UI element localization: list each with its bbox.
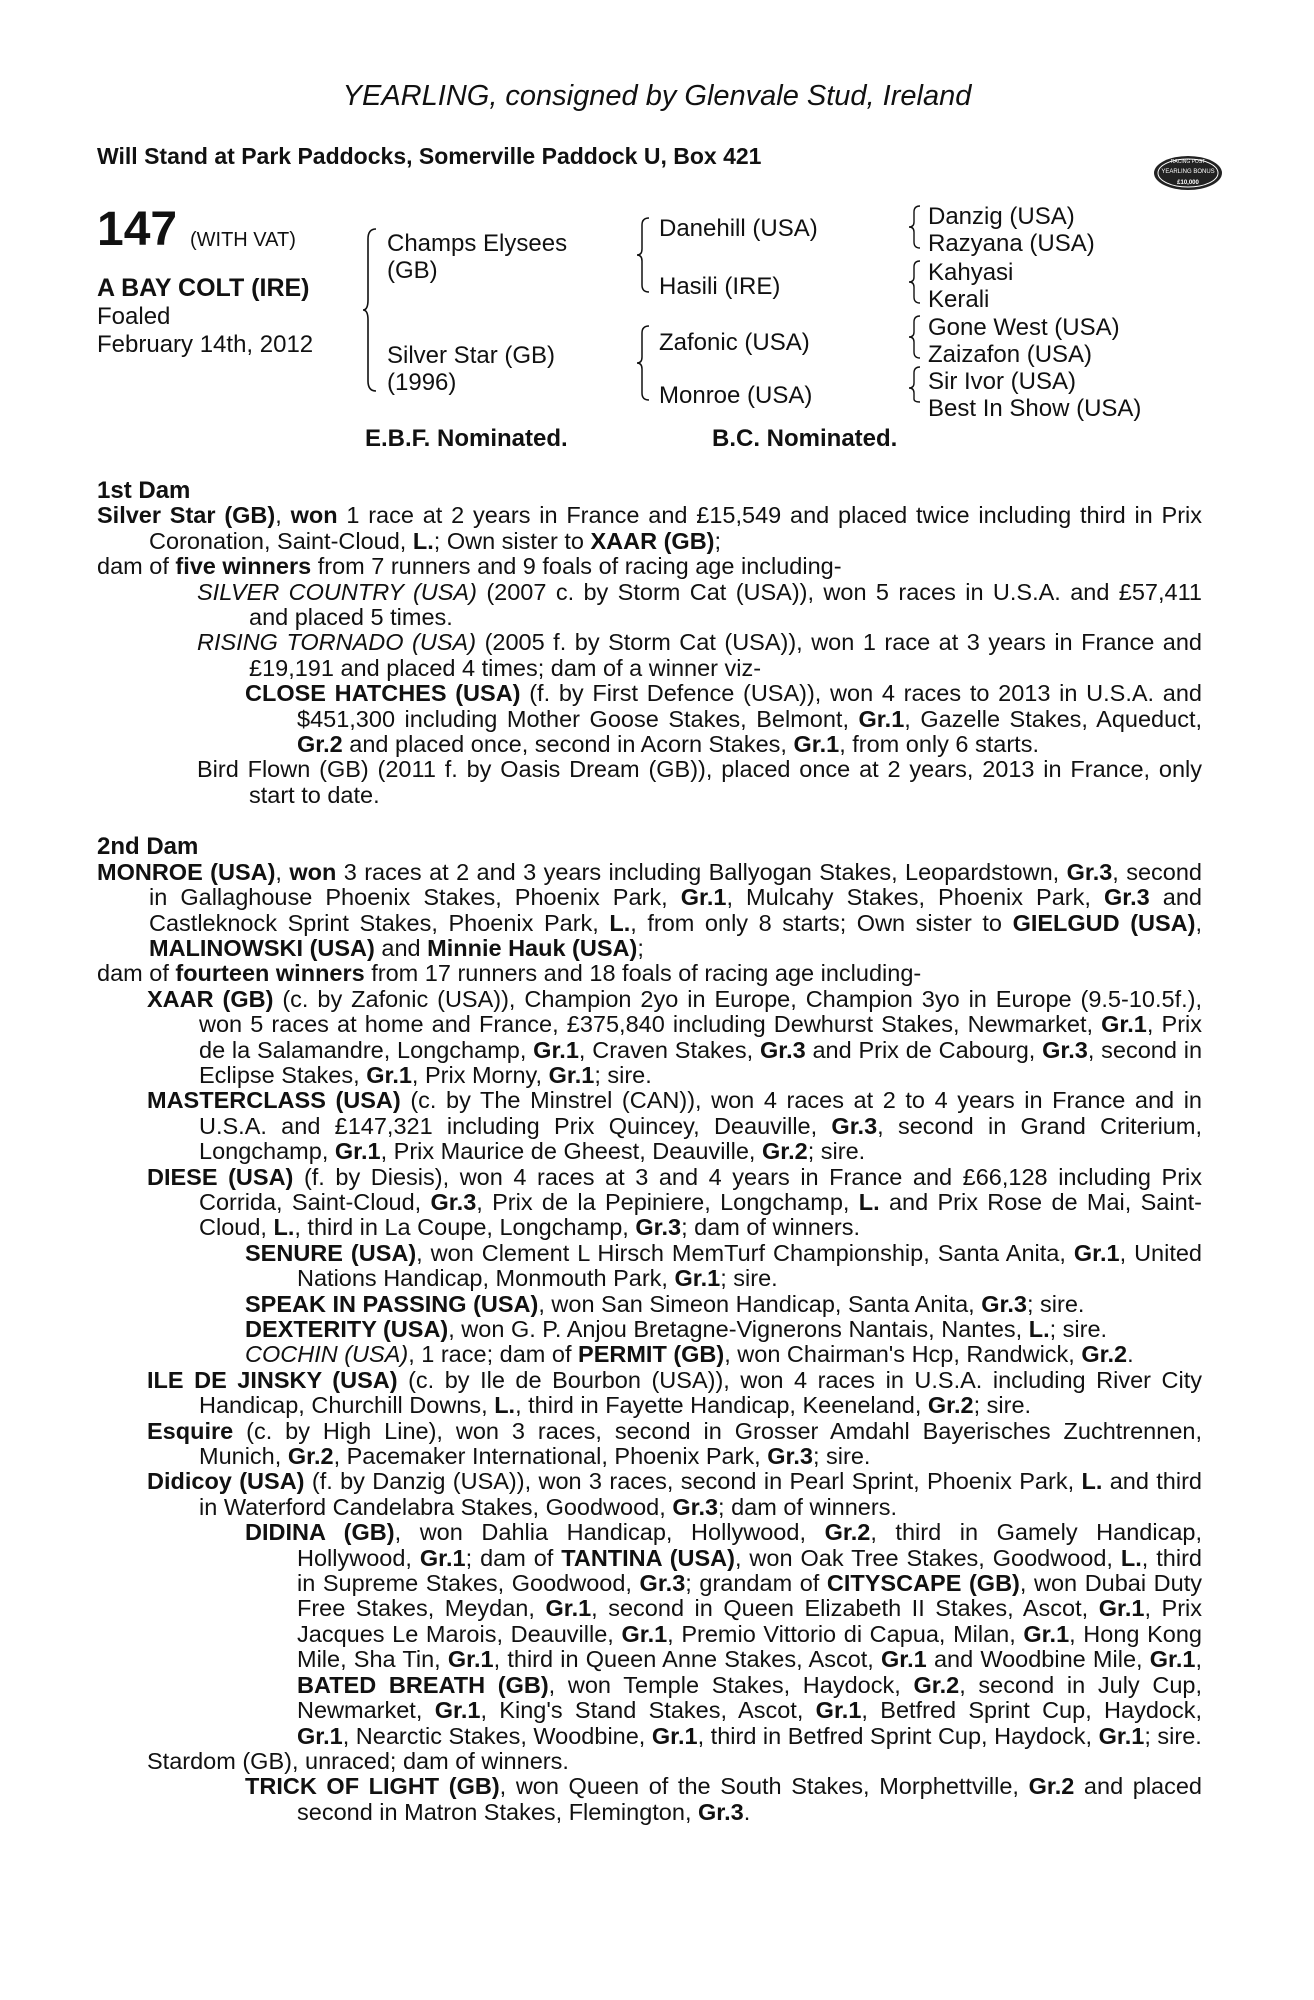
first-dam-section bbox=[97, 503, 1202, 808]
second-dam-section bbox=[97, 860, 1202, 1825]
second-dam-paragraph: DIDINA (GB), won Dahlia Handicap, Hollywood, Gr.2, third in Gamely Handicap, Hollywood, Gr.1; dam of TANTINA (USA), won Oak Tree Stakes, Goodwood, L., third in Supreme Stakes, Goodwood, Gr.3; grandam of CITYSCAPE (GB), won Dubai Duty Free Stakes, Meydan, Gr.1, second in Queen Elizabeth II Stakes, Ascot, Gr.1, Prix Jacques Le Marois, Deauville, Gr.1, Premio Vittorio di Capua, Milan, Gr.1, Hong Kong Mile, Sha Tin, Gr.1, third in Queen Anne Stakes, Ascot, Gr.1 and Woodbine Mile, Gr.1, BATED BREATH (GB), won Temple Stakes, Haydock, Gr.2, second in July Cup, Newmarket, Gr.1, King's Stand Stakes, Ascot, Gr.1, Betfred Sprint Cup, Haydock, Gr.1, Nearctic Stakes, Woodbine, Gr.1, third in Betfred Sprint Cup, Haydock, Gr.1; sire. bbox=[245, 1519, 1203, 1749]
second-dam-paragraph: TRICK OF LIGHT (GB), won Queen of the South Stakes, Morphettville, Gr.2 and placed second in Matron Stakes, Flemington, Gr.3. bbox=[245, 1773, 1202, 1825]
third-gen-braces bbox=[906, 203, 926, 403]
gg-ddd: Best In Show (USA) bbox=[928, 395, 1142, 422]
badge-amount: £10,000 bbox=[1177, 180, 1199, 186]
foaled-info bbox=[97, 303, 313, 359]
sire-parents-brace bbox=[636, 215, 652, 295]
gg-dsd: Zaizafon (USA) bbox=[928, 341, 1093, 368]
dam-name bbox=[387, 342, 555, 396]
sire-name bbox=[387, 230, 567, 284]
gg-sdd: Kerali bbox=[928, 286, 990, 313]
first-dam-paragraph: dam of five winners from 7 runners and 9 foals of racing age including- bbox=[97, 553, 842, 580]
dam-parents-brace bbox=[636, 323, 652, 403]
gg-dds: Sir Ivor (USA) bbox=[928, 368, 1077, 395]
second-dam-paragraph: MONROE (USA), won 3 races at 2 and 3 years including Ballyogan Stakes, Leopardstown, Gr.3, second in Gallaghouse Phoenix Stakes, Phoenix Park, Gr.1, Mulcahy Stakes, Phoenix Park, Gr.3 and Castleknock Sprint Stakes, Phoenix Park, L., from only 8 starts; Own sister to GIELGUD (USA), MALINOWSKI (USA) and Minnie Hauk (USA); bbox=[97, 858, 1203, 961]
sire-dam-brace bbox=[362, 225, 382, 395]
second-dam-paragraph: XAAR (GB) (c. by Zafonic (USA)), Champion 2yo in Europe, Champion 3yo in Europe (9.5-10.5f.), won 5 races at home and France, £375,840 including Dewhurst Stakes, Newmarket, Gr.1, Prix de la Salamandre, Longchamp, Gr.1, Craven Stakes, Gr.3 and Prix de Cabourg, Gr.3, second in Eclipse Stakes, Gr.1, Prix Morny, Gr.1; sire. bbox=[147, 985, 1203, 1088]
ebf-nomination: E.B.F. Nominated. bbox=[365, 425, 568, 452]
lot-number: 147 bbox=[97, 203, 178, 256]
second-dam-paragraph: SPEAK IN PASSING (USA), won San Simeon Handicap, Santa Anita, Gr.3; sire. bbox=[245, 1290, 1085, 1317]
second-dam-heading: 2nd Dam bbox=[97, 833, 199, 861]
dam-line2: (1996) bbox=[387, 369, 457, 396]
gg-sss: Danzig (USA) bbox=[928, 203, 1075, 230]
second-dam-paragraph: ILE DE JINSKY (USA) (c. by Ile de Bourbon (USA)), won 4 races in U.S.A. including River City Handicap, Churchill Downs, L., third in Fayette Handicap, Keeneland, Gr.2; sire. bbox=[147, 1366, 1202, 1419]
first-dam-paragraph: SILVER COUNTRY (USA) (2007 c. by Storm Cat (USA)), won 5 races in U.S.A. and £57,411 and placed 5 times. bbox=[197, 578, 1202, 631]
sire-line2: (GB) bbox=[387, 257, 438, 284]
sire-dam: Hasili (IRE) bbox=[659, 273, 781, 300]
dam-sire: Zafonic (USA) bbox=[659, 329, 810, 356]
second-dam-paragraph: Stardom (GB), unraced; dam of winners. bbox=[147, 1747, 569, 1774]
sire-sire: Danehill (USA) bbox=[659, 215, 818, 242]
badge-line2: YEARLING BONUS bbox=[1161, 169, 1215, 175]
catalogue-text bbox=[97, 478, 1202, 1825]
second-dam-paragraph: dam of fourteen winners from 17 runners and 18 foals of racing age including- bbox=[97, 960, 922, 987]
dam-line1: Silver Star (GB) bbox=[387, 342, 556, 369]
gg-ssd: Razyana (USA) bbox=[928, 230, 1095, 257]
gg-dss: Gone West (USA) bbox=[928, 314, 1120, 341]
vat-label: (WITH VAT) bbox=[190, 229, 296, 251]
second-dam-paragraph: DEXTERITY (USA), won G. P. Anjou Bretagne-Vignerons Nantais, Nantes, L.; sire. bbox=[245, 1316, 1108, 1342]
second-dam-paragraph: Esquire (c. by High Line), won 3 races, second in Grosser Amdahl Bayerisches Zuchtrennen, Munich, Gr.2, Pacemaker International, Phoenix Park, Gr.3; sire. bbox=[147, 1417, 1202, 1470]
second-dam-paragraph: MASTERCLASS (USA) (c. by The Minstrel (CAN)), won 4 races at 2 to 4 years in France and in U.S.A. and £147,321 including Prix Quincey, Deauville, Gr.3, second in Grand Criterium, Longchamp, Gr.1, Prix Maurice de Gheest, Deauville, Gr.2; sire. bbox=[147, 1087, 1202, 1165]
gg-sds: Kahyasi bbox=[928, 259, 1014, 286]
foaled-label: Foaled bbox=[97, 303, 171, 330]
page-title: YEARLING, consigned by Glenvale Stud, Ireland bbox=[342, 80, 972, 112]
second-dam-paragraph: DIESE (USA) (f. by Diesis), won 4 races at 3 and 4 years in France and £66,128 including Prix Corrida, Saint-Cloud, Gr.3, Prix de la Pepiniere, Longchamp, L. and Prix Rose de Mai, Saint-Cloud, L., third in La Coupe, Longchamp, Gr.3; dam of winners. bbox=[147, 1163, 1202, 1241]
first-dam-paragraph: Silver Star (GB), won 1 race at 2 years in France and £15,549 and placed twice including third in Prix Coronation, Saint-Cloud, L.; Own sister to XAAR (GB); bbox=[97, 502, 1203, 554]
second-dam-paragraph: SENURE (USA), won Clement L Hirsch MemTurf Championship, Santa Anita, Gr.1, United Nations Handicap, Monmouth Park, Gr.1; sire. bbox=[245, 1239, 1202, 1292]
badge-line1: RACING POST bbox=[1170, 159, 1206, 165]
first-dam-paragraph: CLOSE HATCHES (USA) (f. by First Defence (USA)), won 4 races to 2013 in U.S.A. and $451,300 including Mother Goose Stakes, Belmont, Gr.1, Gazelle Stakes, Aqueduct, Gr.2 and placed once, second in Acorn Stakes, Gr.1, from only 6 starts. bbox=[245, 680, 1203, 758]
first-dam-heading: 1st Dam bbox=[97, 477, 191, 504]
second-dam-paragraph: Didicoy (USA) (f. by Danzig (USA)), won 3 races, second in Pearl Sprint, Phoenix Park, L. and third in Waterford Candelabra Stakes, Goodwood, Gr.3; dam of winners. bbox=[147, 1468, 1202, 1520]
yearling-bonus-badge bbox=[1152, 147, 1224, 199]
second-dam-paragraph: COCHIN (USA), 1 race; dam of PERMIT (GB), won Chairman's Hcp, Randwick, Gr.2. bbox=[245, 1341, 1134, 1368]
badge-icon bbox=[1152, 147, 1224, 199]
first-dam-paragraph: RISING TORNADO (USA) (2005 f. by Storm Cat (USA)), won 1 race at 3 years in France and £19,191 and placed 4 times; dam of a winner viz- bbox=[197, 629, 1203, 681]
horse-description: A BAY COLT (IRE) bbox=[97, 274, 310, 302]
foaled-date: February 14th, 2012 bbox=[97, 331, 314, 358]
sire-line1: Champs Elysees bbox=[387, 230, 568, 257]
first-dam-paragraph: Bird Flown (GB) (2011 f. by Oasis Dream (GB)), placed once at 2 years, 2013 in France, only start to date. bbox=[197, 756, 1202, 808]
dam-dam: Monroe (USA) bbox=[659, 382, 813, 409]
stand-location: Will Stand at Park Paddocks, Somerville Paddock U, Box 421 bbox=[97, 143, 762, 169]
bc-nomination: B.C. Nominated. bbox=[712, 425, 898, 452]
